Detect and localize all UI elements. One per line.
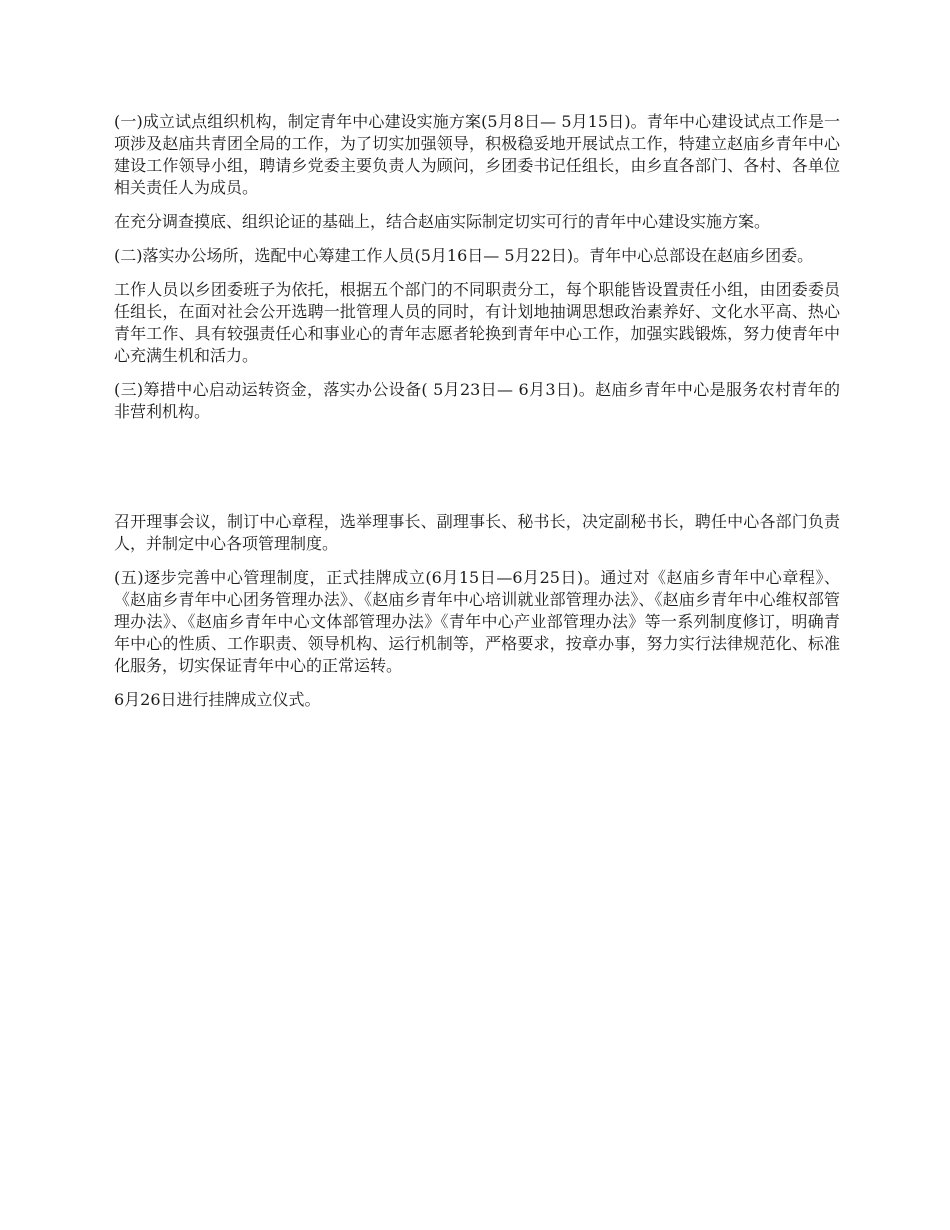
paragraph-staffing: 工作人员以乡团委班子为依托，根据五个部门的不同职责分工，每个职能皆设置责任小组，由团委委员任组长，在面对社会公开选聘一批管理人员的同时，有计划地抽调思想政治素养好、文化水平高、热心青年工作、具有较强责任心和事业心的青年志愿者轮换到青年中心工作，加强实践锻炼，努力使青年中心充满生机和活力。 bbox=[114, 280, 840, 365]
paragraph-section-five: (五)逐步完善中心管理制度，正式挂牌成立(6月15日—6月25日)。通过对《赵庙乡青年中心章程》、《赵庙乡青年中心团务管理办法》、《赵庙乡青年中心培训就业部管理办法》、《赵庙乡青年中心维权部管理办法》、《赵庙乡青年中心文体部管理办法》《青年中心产业部管理办法》等一系列制度修订，明确青年中心的性质、工作职责、领导机构、运行机制等，严格要求，按章办事，努力实行法律规范化、标准化服务，切实保证青年中心的正常运转。 bbox=[114, 568, 840, 675]
paragraph-section-two: (二)落实办公场所，选配中心筹建工作人员(5月16日— 5月22日)。青年中心总部设在赵庙乡团委。 bbox=[114, 246, 814, 265]
paragraph-investigation: 在充分调查摸底、组织论证的基础上，结合赵庙实际制定切实可行的青年中心建设实施方案。 bbox=[114, 212, 771, 231]
paragraph-section-one: (一)成立试点组织机构，制定青年中心建设实施方案(5月8日— 5月15日)。青年中心建设试点工作是一项涉及赵庙共青团全局的工作，为了切实加强领导，积极稳妥地开展试点工作，特建立赵庙乡青年中心建设工作领导小组，聘请乡党委主要负责人为顾问，乡团委书记任组长，由乡直各部门、各村、各单位相关责任人为成员。 bbox=[114, 112, 840, 197]
blank-gap bbox=[114, 435, 840, 511]
document-body bbox=[114, 111, 840, 723]
paragraph-ceremony: 6月26日进行挂牌成立仪式。 bbox=[114, 690, 321, 709]
paragraph-section-three: (三)筹措中心启动运转资金，落实办公设备( 5月23日— 6月3日)。赵庙乡青年中心是服务农村青年的非营利机构。 bbox=[114, 380, 840, 421]
paragraph-council-meeting: 召开理事会议，制订中心章程，选举理事长、副理事长、秘书长，决定副秘书长，聘任中心各部门负责人，并制定中心各项管理制度。 bbox=[114, 512, 840, 553]
